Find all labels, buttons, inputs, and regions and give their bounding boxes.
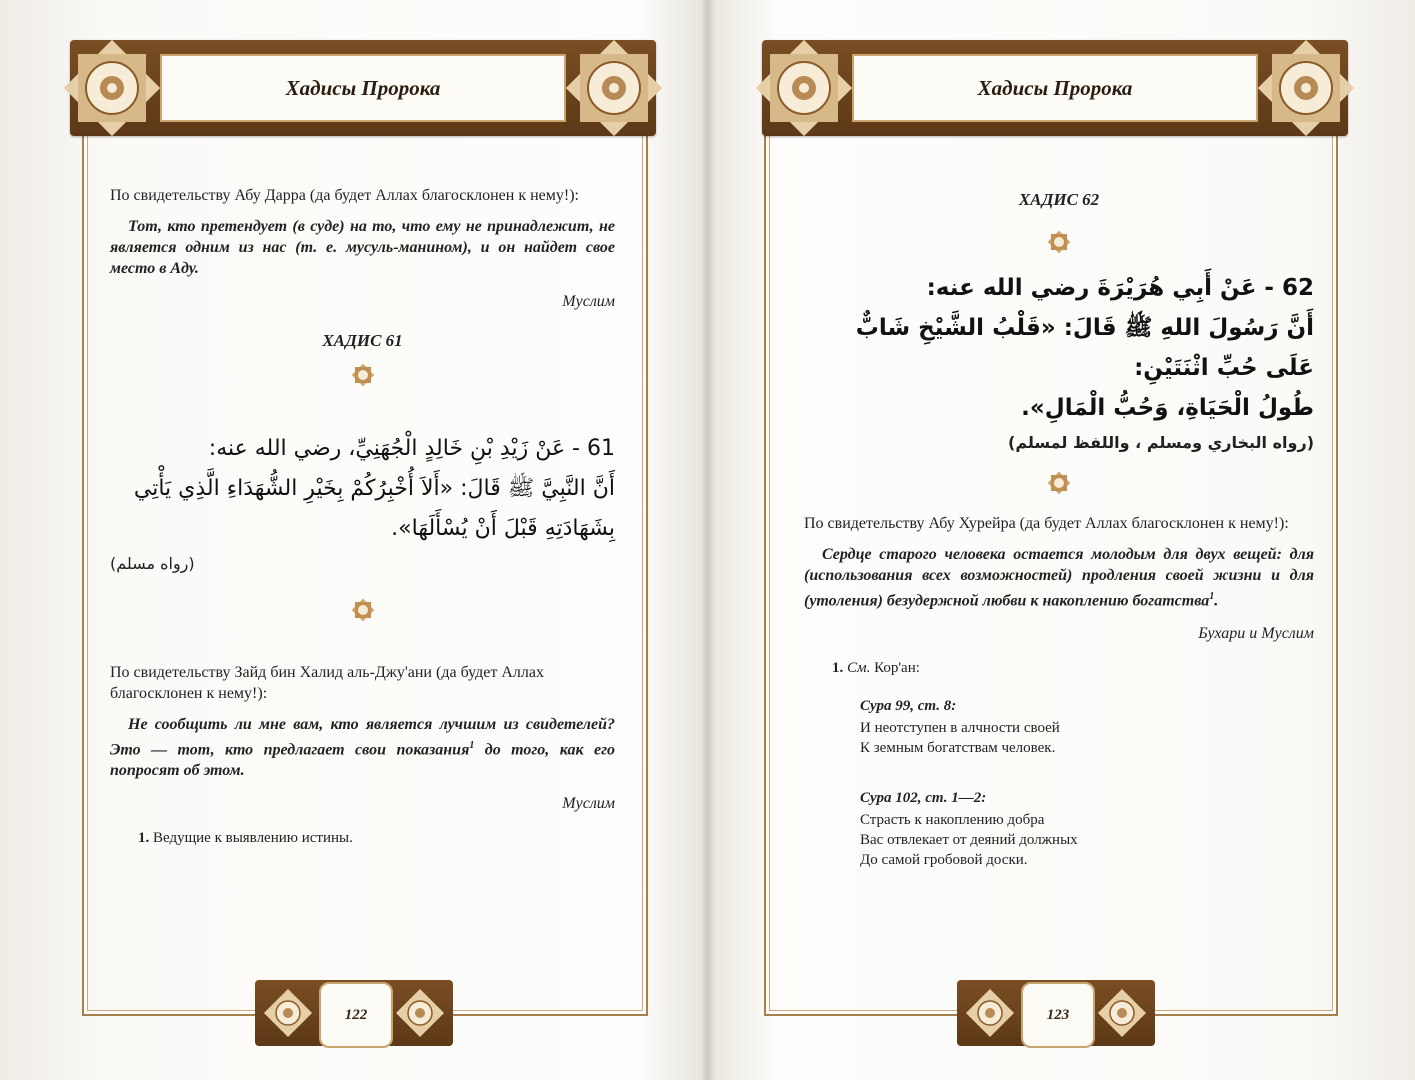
hadith-60-quote: Тот, кто претендует (в суде) на то, что ему не принадлежит, не является одним из нас (т. е. мусуль-манином), и он найдет свое место в Аду. [110, 218, 615, 277]
footnote-label: 1. [138, 830, 150, 847]
rosette-ornament-icon [263, 988, 313, 1038]
rosette-ornament-icon [965, 988, 1015, 1038]
left-page [0, 0, 700, 1080]
rosette-ornament-icon [1097, 988, 1147, 1038]
verse-line: И неотступен в алчности своей [860, 720, 1060, 737]
footnote-line [832, 658, 1314, 678]
rosette-ornament-icon [1258, 40, 1354, 136]
footnote-marker: 1 [469, 740, 475, 751]
hadith-61-title: ХАДИС 61 [322, 331, 403, 350]
header-title-box [160, 54, 566, 122]
hadith-62-quote-text: . [1214, 592, 1219, 610]
footnote-text: Кор'ан: [874, 660, 920, 677]
hadith-61-source: Муслим [562, 795, 615, 813]
page-header [70, 40, 656, 136]
rosette-ornament-icon [756, 40, 852, 136]
verse-line: До самой гробовой доски. [860, 852, 1028, 869]
running-head-title: Хадисы Пророка [977, 75, 1133, 100]
page-header [762, 40, 1348, 136]
hadith-62-quote [804, 544, 1314, 611]
page-number-band [957, 980, 1155, 1046]
hadith-62-title: ХАДИС 62 [1018, 190, 1100, 209]
footnote-see: См. [847, 660, 871, 677]
rosette-ornament-icon [64, 40, 160, 136]
verse-line: Страсть к накоплению добра [860, 812, 1045, 829]
hadith-62-intro: По свидетельству Абу Хурейра (да будет Аллах благосклонен к нему!): [804, 515, 1289, 532]
right-page-content [804, 185, 1314, 870]
verse-line: К земным богатствам человек. [860, 740, 1056, 757]
page-number: 123 [1021, 982, 1095, 1048]
header-title-box [852, 54, 1258, 122]
verse-title: Сура 102, ст. 1—2: [860, 790, 987, 807]
footnote [832, 658, 1314, 870]
rosette-ornament-icon [395, 988, 445, 1038]
hadith-62-arabic-line: أَنَّ رَسُولَ اللهِ ﷺ قَالَ: «قَلْبُ الشَّيْخِ شَابٌّ عَلَى حُبِّ اثْنَتَيْنِ: [855, 315, 1314, 381]
star-ornament-icon [347, 594, 379, 626]
rosette-ornament-icon [566, 40, 662, 136]
hadith-62-arabic-line: 62 - عَنْ أَبِي هُرَيْرَةَ رضي الله عنه: [926, 275, 1314, 301]
verse-line: Вас отвлекает от деяний должных [860, 832, 1078, 849]
page-number: 122 [319, 982, 393, 1048]
page-number-band [255, 980, 453, 1046]
hadith-60-source: Муслим [562, 293, 615, 310]
footnote [138, 828, 615, 849]
hadith-61-quote-text: Не сообщить ли мне вам, кто является лучшим из свидетелей? Это — тот, кто предлагает свои показания [110, 716, 615, 759]
footnote-marker: 1 [1209, 591, 1215, 602]
hadith-61-quote [110, 714, 615, 781]
star-ornament-icon [1043, 467, 1075, 499]
star-ornament-icon [347, 359, 379, 391]
hadith-62-quote-text: Сердце старого человека остается молодым для двух вещей: для (использования всех возможностей) продления своей жизни и для (утоления) безудержной любви к накоплению богатства [804, 546, 1314, 610]
hadith-60-intro: По свидетельству Абу Дарра (да будет Аллах благосклонен к нему!): [110, 187, 579, 204]
star-ornament-icon [1043, 226, 1075, 258]
hadith-62-arabic-line: طُولُ الْحَيَاةِ، وَحُبُّ الْمَالِ». [1021, 395, 1314, 421]
hadith-61-quote-text: до того, как его попросят об этом. [110, 741, 616, 780]
verse-title: Сура 99, ст. 8: [860, 698, 957, 715]
footnote-label: 1. [832, 660, 844, 677]
hadith-61-arabic-line: أَنَّ النَّبِيَّ ﷺ قَالَ: «أَلاَ أُخْبِرُكُمْ بِخَيْرِ الشُّهَدَاءِ الَّذِي يَأْتِي [133, 476, 615, 501]
hadith-62-arabic-source: (رواه البخاري ومسلم ، واللفظ لمسلم) [1008, 433, 1314, 452]
verse-group [860, 696, 1314, 870]
left-page-content [110, 185, 615, 849]
right-page [712, 0, 1415, 1080]
hadith-62-source: Бухари и Муслим [1198, 625, 1314, 643]
hadith-61-intro: По свидетельству Зайд бин Халид аль-Джу'ани (да будет Аллах благосклонен к нему!): [110, 664, 544, 702]
footnote-text: Ведущие к выявлению истины. [153, 830, 353, 847]
running-head-title: Хадисы Пророка [285, 75, 441, 100]
hadith-61-arabic-line: بِشَهَادَتِهِ قَبْلَ أَنْ يُسْأَلَهَا». [391, 516, 615, 541]
hadith-61-arabic-source: (رواه مسلم) [110, 554, 195, 573]
hadith-61-arabic-line: 61 - عَنْ زَيْدِ بْنِ خَالِدٍ الْجُهَنِيِّ، رضي الله عنه: [208, 436, 615, 461]
